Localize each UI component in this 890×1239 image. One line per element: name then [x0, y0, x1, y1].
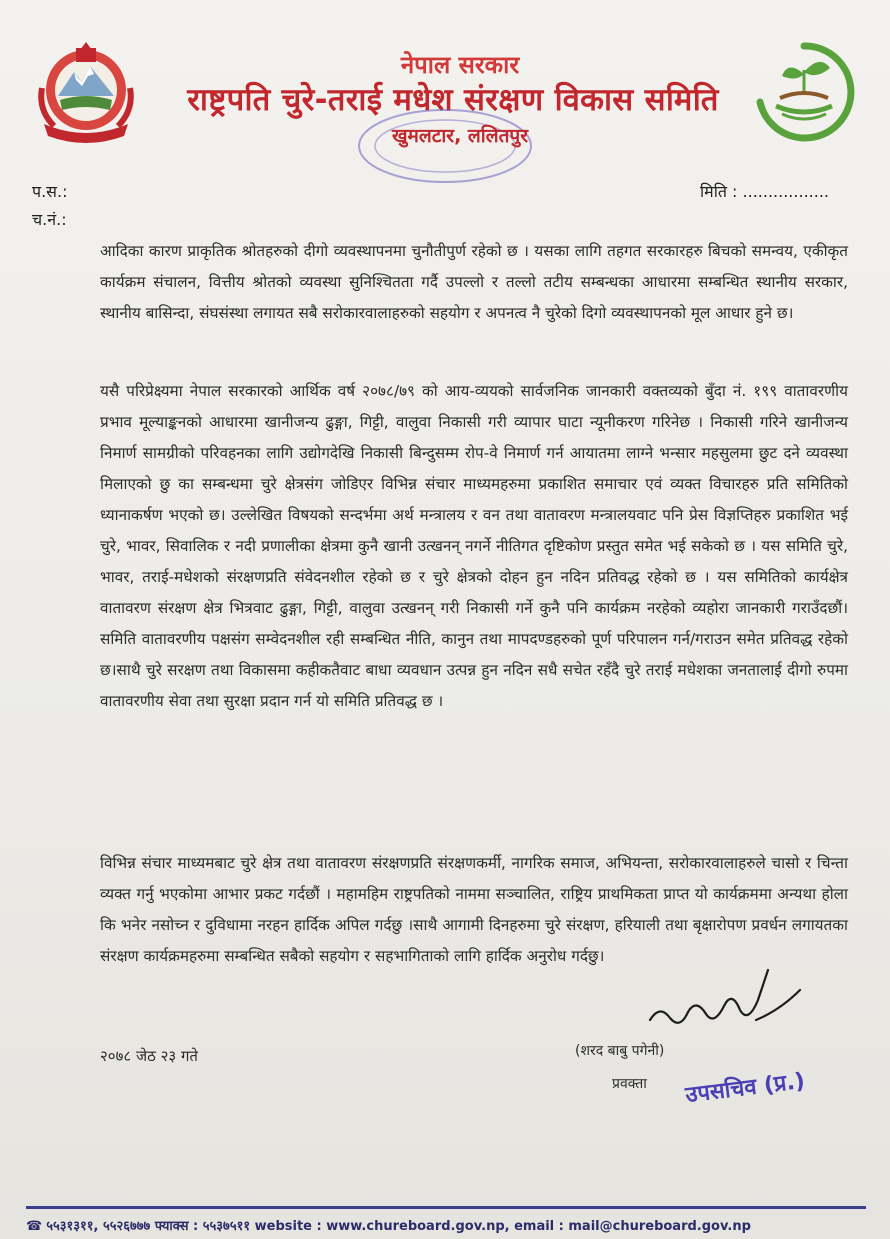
handwritten-signature	[640, 960, 810, 1040]
body-paragraph-1: आदिका कारण प्राकृतिक श्रोतहरुको दीगो व्यवस्थापनमा चुनौतीपुर्ण रहेको छ । यसका लागि तहगत सरकारहरु बिचको समन्वय, एकीकृत कार्यक्रम संचालन, वित्तीय श्रोतको व्यवस्था सुनिश्चितता गर्दै उपल्लो र तल्लो तटीय सम्बन्धका आधारमा सम्बन्धित स्थानीय सरकार, स्थानीय बासिन्दा, संघसंस्था लगायत सबै सरोकारवालाहरुको सहयोग र अपनत्व नै चुरेको दिगो व्यवस्थापनको मूल आधार हुने छ।	[100, 242, 848, 322]
signatory-role: प्रवक्ता	[612, 1076, 647, 1092]
body-paragraph-3: विभिन्न संचार माध्यमबाट चुरे क्षेत्र तथा वातावरण संरक्षणप्रति संरक्षणकर्मी, नागरिक समाज, अभियन्ता, सरोकारवालाहरुले चासो र चिन्ता व्यक्त गर्नु भएकोमा आभार प्रकट गर्दछौं । महामहिम राष्ट्रपतिको नाममा सञ्चालित, राष्ट्रिय प्राथमिकता प्राप्त यो कार्यक्रममा अन्यथा होला कि भनेर नसोच्न र दुविधामा नरहन हार्दिक अपिल गर्दछु ।साथै आगामी दिनहरुमा चुरे संरक्षण, हरियाली तथा बृक्षारोपण प्रवर्धन लगायतका संरक्षण कार्यक्रमहरुमा सम्बन्धित सबैको सहयोग र सहभागिताको लागि हार्दिक अनुरोध गर्दछु।	[100, 854, 848, 965]
designation-stamp: उपसचिव (प्र.)	[684, 1068, 807, 1109]
footer-divider	[26, 1206, 866, 1209]
reference-date: मिति : .................	[700, 182, 829, 201]
reference-cn: च.नं.:	[32, 210, 67, 229]
phone-icon: ☎	[26, 1219, 43, 1234]
organization-title: राष्ट्रपति चुरे-तराई मधेश संरक्षण विकास समिति	[187, 82, 719, 118]
footer-contact-text: ५५३१३११, ५५२६७७७ फ्याक्स : ५५३७५११ website : www.chureboard.gov.np, email : mail@chureboard.gov.np	[46, 1219, 751, 1234]
organization-address: खुमलटार, ललितपुर	[392, 125, 528, 147]
government-label: नेपाल सरकार	[400, 51, 520, 79]
reference-ps: प.स.:	[32, 182, 68, 201]
signatory-name: (शरद बाबु पगेनी)	[575, 1043, 665, 1059]
chure-board-logo-icon	[752, 40, 856, 144]
body-paragraph-2: यसै परिप्रेक्ष्यमा नेपाल सरकारको आर्थिक वर्ष २०७८/७९ को आय-व्ययको सार्वजनिक जानकारी वक्तव्यको बुँदा नं. १९९ वातावरणीय प्रभाव मूल्याङ्कनको आधारमा खानीजन्य ढुङ्गा, गिट्टी, वालुवा निकासी गरी व्यापार घाटा न्यूनीकरण गरिनेछ । निकासी गरिने खानीजन्य निमार्ण सामग्रीको परिवहनका लागि उद्योगदेखि निकासी बिन्दुसम्म रोप-वे निमार्ण गर्न आयातमा लाग्ने भन्सार महसुलमा छुट दने व्यवस्था मिलाएको छु का सम्बन्धमा चुरे क्षेत्रसंग जोडिएर विभिन्न संचार माध्यमहरुमा प्रकाशित समाचार एवं व्यक्त विचारहरु प्रति समितिको ध्यानाकर्षण भएको छ। उल्लेखित विषयको सन्दर्भमा अर्थ मन्त्रालय र वन तथा वातावरण मन्त्रालयवाट पनि प्रेस विज्ञप्तिहरु प्रकाशित भई चुरे, भावर, सिवालिक र नदी प्रणालीका क्षेत्रमा कुनै खानी उत्खनन् नगर्ने नीतिगत दृष्टिकोण प्रस्तुत समेत भई सकेको छ । यस समिति चुरे, भावर, तराई-मधेशको संरक्षणप्रति संवेदनशील रहेको छ र चुरे क्षेत्रको दोहन हुन नदिन प्रतिवद्ध रहेको छ । यस समितिको कार्यक्षेत्र वातावरण संरक्षण क्षेत्र भित्रवाट ढुङ्गा, गिट्टी, वालुवा उत्खनन् गरी निकासी गर्ने कुनै पनि कार्यक्रम नरहेको व्यहोरा जानकारी गराउँदछौं। समिति वातावरणीय पक्षसंग सम्वेदनशील रही सम्बन्धित नीति, कानुन तथा मापदण्डहरुको पूर्ण परिपालन गर्न/गराउन समेत प्रतिवद्ध रहेको छ।साथै चुरे सरक्षण तथा विकासमा कहीकतैवाट बाधा व्यवधान उत्पन्न हुन नदिन सधै सचेत रहँदै चुरे तराई मधेशका जनतालाई दीगो रुपमा वातावरणीय सेवा तथा सुरक्षा प्रदान गर्न यो समिति प्रतिवद्ध छ ।	[100, 382, 848, 710]
issue-date: २०७८ जेठ २३ गते	[100, 1047, 198, 1065]
footer-contact	[26, 1216, 866, 1234]
